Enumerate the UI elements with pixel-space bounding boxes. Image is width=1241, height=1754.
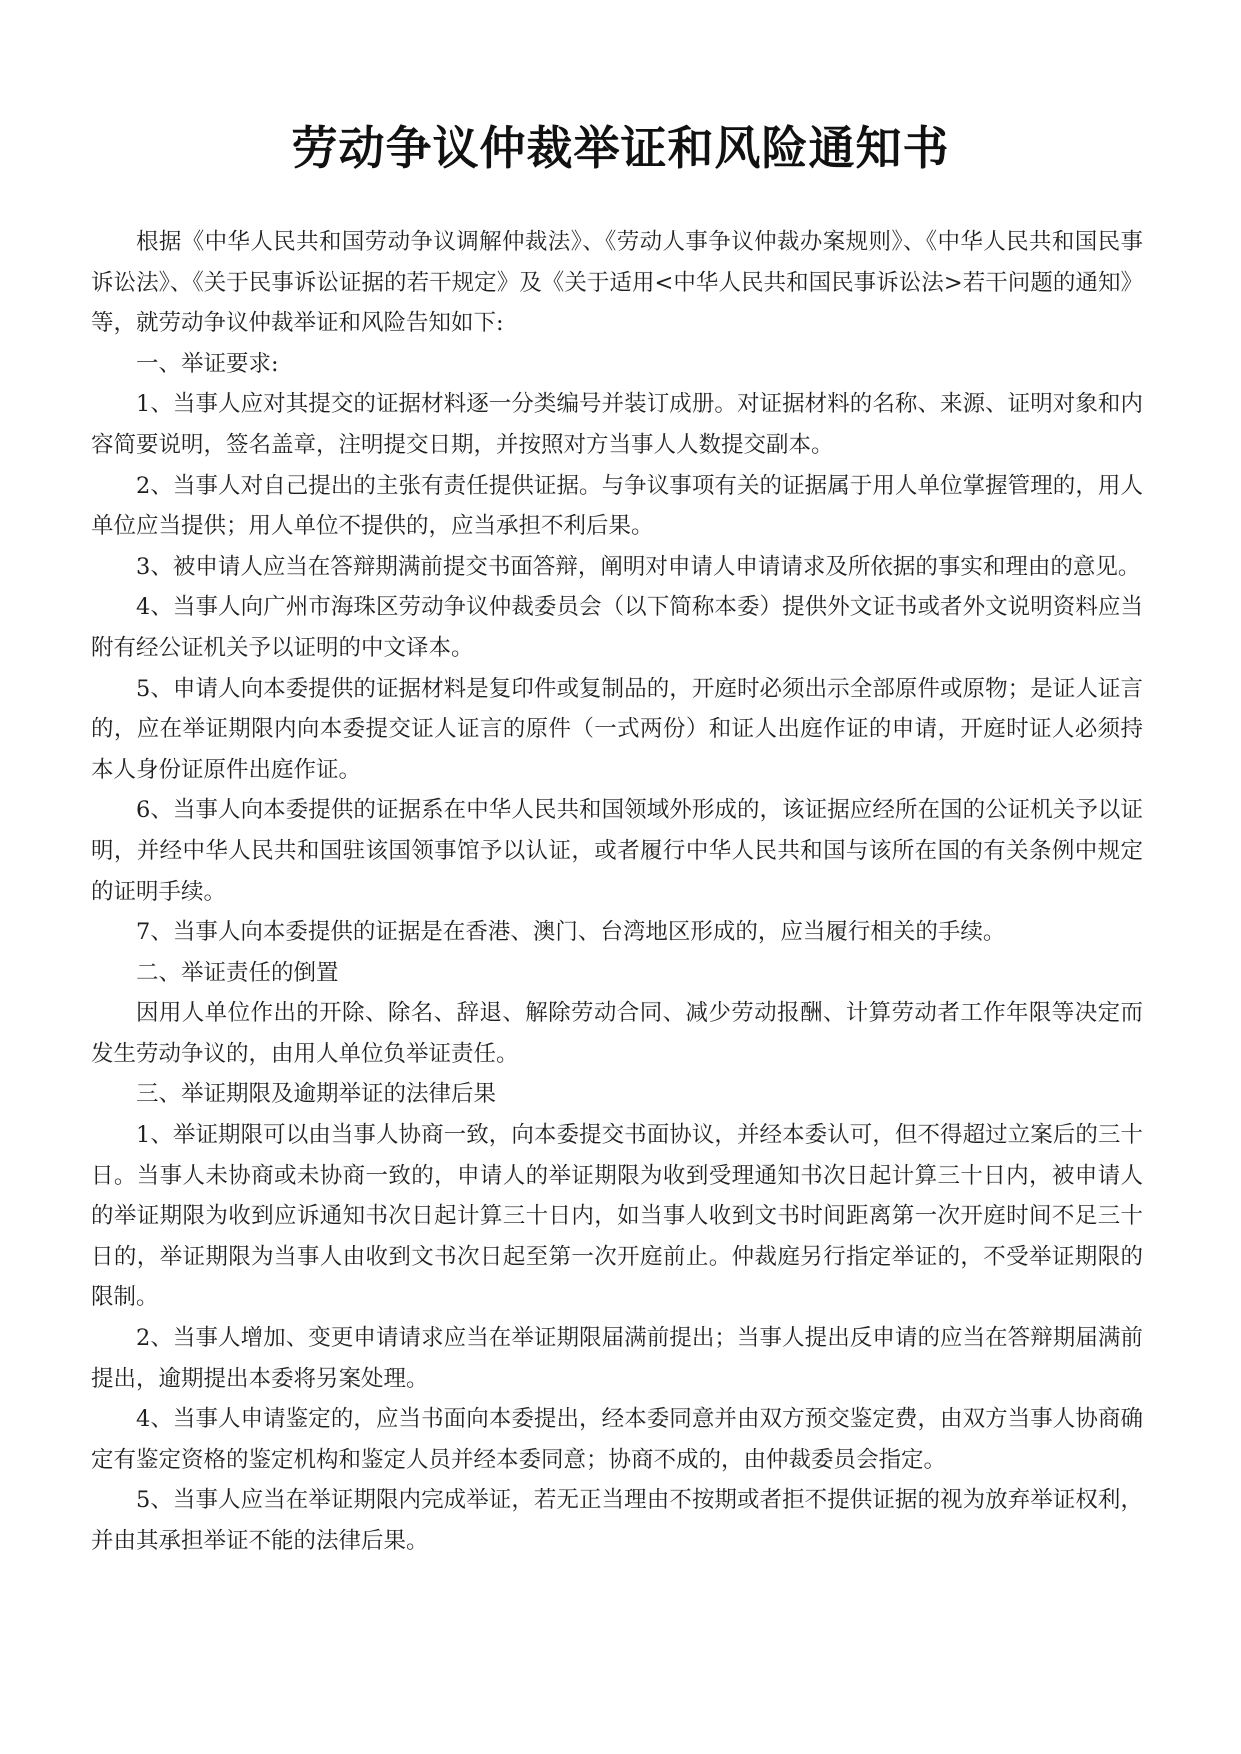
deadline-item-5: 5、当事人应当在举证期限内完成举证，若无正当理由不按期或者拒不提供证据的视为放弃举证权利，并由其承担举证不能的法律后果。	[91, 1487, 1143, 1554]
requirement-item-4: 4、当事人向广州市海珠区劳动争议仲裁委员会（以下简称本委）提供外文证书或者外文说明资料应当附有经公证机关予以证明的中文译本。	[91, 594, 1143, 661]
deadline-item-1: 1、举证期限可以由当事人协商一致，向本委提交书面协议，并经本委认可，但不得超过立案后的三十日。当事人未协商或未协商一致的，申请人的举证期限为收到受理通知书次日起计算三十日内，被申请人的举证期限为收到应诉通知书次日起计算三十日内，如当事人收到文书时间距离第一次开庭时间不足三十日的，举证期限为当事人由收到文书次日起至第一次开庭前止。仲裁庭另行指定举证的，不受举证期限的限制。	[91, 1122, 1143, 1311]
section-heading-evidence-requirements: 一、举证要求:	[136, 350, 279, 377]
document-title: 劳动争议仲裁举证和风险通知书	[291, 121, 950, 175]
document-body	[91, 222, 1143, 1562]
section-heading-deadline-consequences: 三、举证期限及逾期举证的法律后果	[136, 1081, 497, 1108]
requirement-item-6: 6、当事人向本委提供的证据系在中华人民共和国领域外形成的，该证据应经所在国的公证机关予以证明，并经中华人民共和国驻该国领事馆予以认证，或者履行中华人民共和国与该所在国的有关条例中规定的证明手续。	[91, 797, 1143, 905]
burden-reversal-paragraph: 因用人单位作出的开除、除名、辞退、解除劳动合同、减少劳动报酬、计算劳动者工作年限等决定而发生劳动争议的，由用人单位负举证责任。	[91, 1000, 1143, 1067]
requirement-item-3: 3、被申请人应当在答辩期满前提交书面答辩，阐明对申请人申请请求及所依据的事实和理由的意见。	[136, 553, 1141, 580]
section-heading-burden-reversal: 二、举证责任的倒置	[136, 959, 339, 986]
intro-paragraph: 根据《中华人民共和国劳动争议调解仲裁法》、《劳动人事争议仲裁办案规则》、《中华人民共和国民事诉讼法》、《关于民事诉讼证据的若干规定》及《关于适用<中华人民共和国民事诉讼法>若干问题的通知》等，就劳动争议仲裁举证和风险告知如下:	[91, 229, 1143, 337]
requirement-item-2: 2、当事人对自己提出的主张有责任提供证据。与争议事项有关的证据属于用人单位掌握管理的，用人单位应当提供；用人单位不提供的，应当承担不利后果。	[91, 472, 1143, 540]
requirement-item-5: 5、申请人向本委提供的证据材料是复印件或复制品的，开庭时必须出示全部原件或原物；是证人证言的，应在举证期限内向本委提交证人证言的原件（一式两份）和证人出庭作证的申请，开庭时证人必须持本人身份证原件出庭作证。	[91, 675, 1143, 783]
deadline-item-4: 4、当事人申请鉴定的，应当书面向本委提出，经本委同意并由双方预交鉴定费，由双方当事人协商确定有鉴定资格的鉴定机构和鉴定人员并经本委同意；协商不成的，由仲裁委员会指定。	[91, 1406, 1143, 1473]
requirement-item-1: 1、当事人应对其提交的证据材料逐一分类编号并装订成册。对证据材料的名称、来源、证明对象和内容简要说明，签名盖章，注明提交日期，并按照对方当事人人数提交副本。	[91, 391, 1143, 458]
requirement-item-7: 7、当事人向本委提供的证据是在香港、澳门、台湾地区形成的，应当履行相关的手续。	[136, 919, 1006, 946]
deadline-item-2: 2、当事人增加、变更申请请求应当在举证期限届满前提出；当事人提出反申请的应当在答辩期届满前提出，逾期提出本委将另案处理。	[91, 1325, 1143, 1392]
